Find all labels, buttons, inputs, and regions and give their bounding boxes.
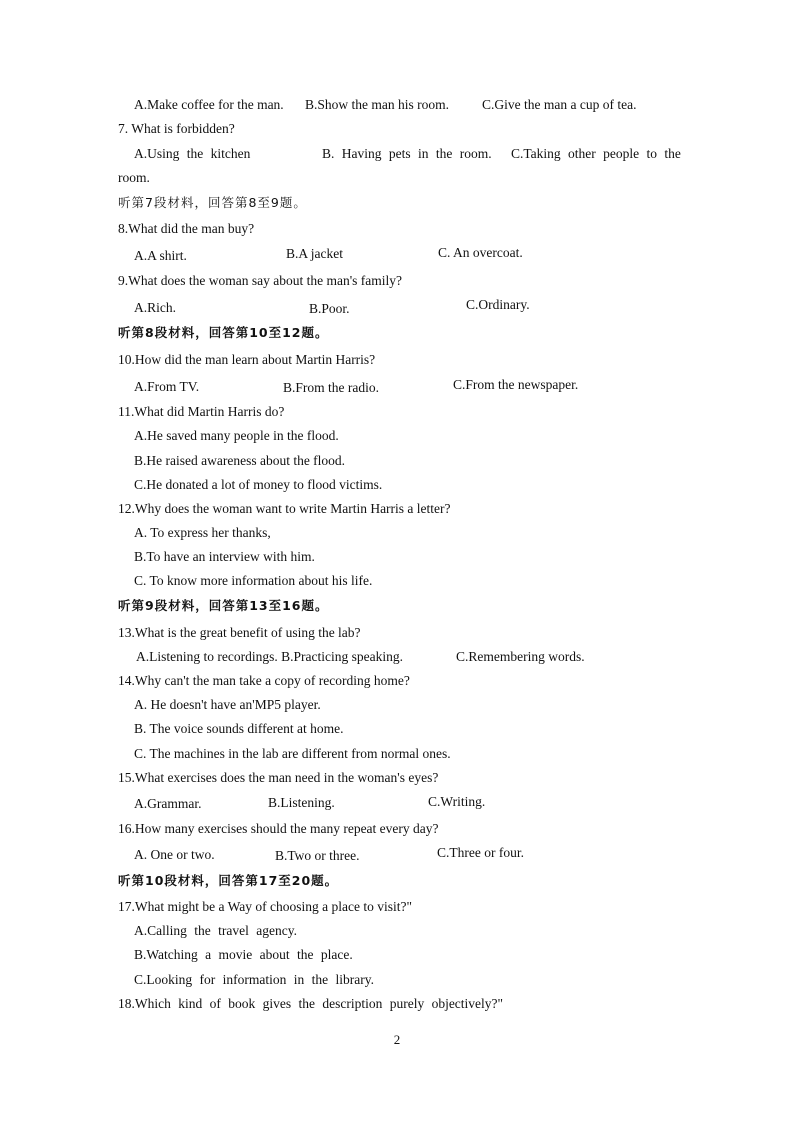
- q7-option-b: B. Having pets in the room.: [322, 146, 492, 161]
- q15-option-a: A.Grammar.: [134, 796, 202, 811]
- q11-option-b: B.He raised awareness about the flood.: [134, 453, 346, 468]
- q7-option-a: A.Using the kitchen: [134, 146, 251, 161]
- q10-option-b: B.From the radio.: [283, 380, 379, 395]
- q11-option-a: A.He saved many people in the flood.: [134, 428, 339, 443]
- q6-option-c: C.Give the man a cup of tea.: [482, 97, 637, 112]
- q9-option-a: A.Rich.: [134, 300, 176, 315]
- q12-option-b: B.To have an interview with him.: [134, 549, 315, 564]
- q13-option-c: C.Remembering words.: [456, 649, 585, 664]
- q7-option-c: C.Taking other people to the: [511, 146, 681, 161]
- q13-question: 13.What is the great benefit of using the lab?: [118, 625, 361, 640]
- q15-option-c: C.Writing.: [428, 794, 486, 809]
- q17-option-b: B.Watching a movie about the place.: [134, 947, 353, 962]
- q8-option-c: C. An overcoat.: [438, 245, 523, 260]
- section-10-heading: 听第10段材料，回答第17至20题。: [118, 873, 339, 888]
- q14-option-a: A. He doesn't have an'MP5 player.: [134, 697, 321, 712]
- q17-question: 17.What might be a Way of choosing a place to visit?": [118, 899, 412, 914]
- q8-option-a: A.A shirt.: [134, 248, 187, 263]
- q16-option-b: B.Two or three.: [275, 848, 360, 863]
- q6-option-b: B.Show the man his room.: [305, 97, 449, 112]
- q9-option-b: B.Poor.: [309, 301, 350, 316]
- q10-option-a: A.From TV.: [134, 379, 200, 394]
- page-number: 2: [393, 1032, 401, 1047]
- q6-option-a: A.Make coffee for the man.: [134, 97, 284, 112]
- section-8-heading: 听第8段材料，回答第10至12题。: [118, 325, 329, 340]
- q18-question: 18.Which kind of book gives the description purely objectively?": [118, 996, 504, 1011]
- q16-option-a: A. One or two.: [134, 847, 215, 862]
- q16-question: 16.How many exercises should the many repeat every day?: [118, 821, 439, 836]
- q14-option-b: B. The voice sounds different at home.: [134, 721, 344, 736]
- q7-option-c-continued: room.: [118, 170, 150, 185]
- q10-question: 10.How did the man learn about Martin Harris?: [118, 352, 376, 367]
- q15-option-b: B.Listening.: [268, 795, 335, 810]
- section-7-heading: 听第7段材料，回答第8至9题。: [118, 195, 307, 210]
- q10-option-c: C.From the newspaper.: [453, 377, 579, 392]
- q17-option-a: A.Calling the travel agency.: [134, 923, 297, 938]
- q12-option-a: A. To express her thanks,: [134, 525, 271, 540]
- q17-option-c: C.Looking for information in the library.: [134, 972, 374, 987]
- section-9-heading: 听第9段材料，回答第13至16题。: [118, 598, 329, 613]
- q9-question: 9.What does the woman say about the man's family?: [118, 273, 402, 288]
- q12-option-c: C. To know more information about his life.: [134, 573, 373, 588]
- q7-question: 7. What is forbidden?: [118, 121, 235, 136]
- q16-option-c: C.Three or four.: [437, 845, 524, 860]
- q15-question: 15.What exercises does the man need in the woman's eyes?: [118, 770, 439, 785]
- q11-option-c: C.He donated a lot of money to flood victims.: [134, 477, 383, 492]
- q8-option-b: B.A jacket: [286, 246, 343, 261]
- q12-question: 12.Why does the woman want to write Martin Harris a letter?: [118, 501, 451, 516]
- q14-question: 14.Why can't the man take a copy of recording home?: [118, 673, 410, 688]
- q13-options-ab: A.Listening to recordings. B.Practicing speaking.: [136, 649, 403, 664]
- q8-question: 8.What did the man buy?: [118, 221, 255, 236]
- q14-option-c: C. The machines in the lab are different from normal ones.: [134, 746, 451, 761]
- q9-option-c: C.Ordinary.: [466, 297, 530, 312]
- q11-question: 11.What did Martin Harris do?: [118, 404, 285, 419]
